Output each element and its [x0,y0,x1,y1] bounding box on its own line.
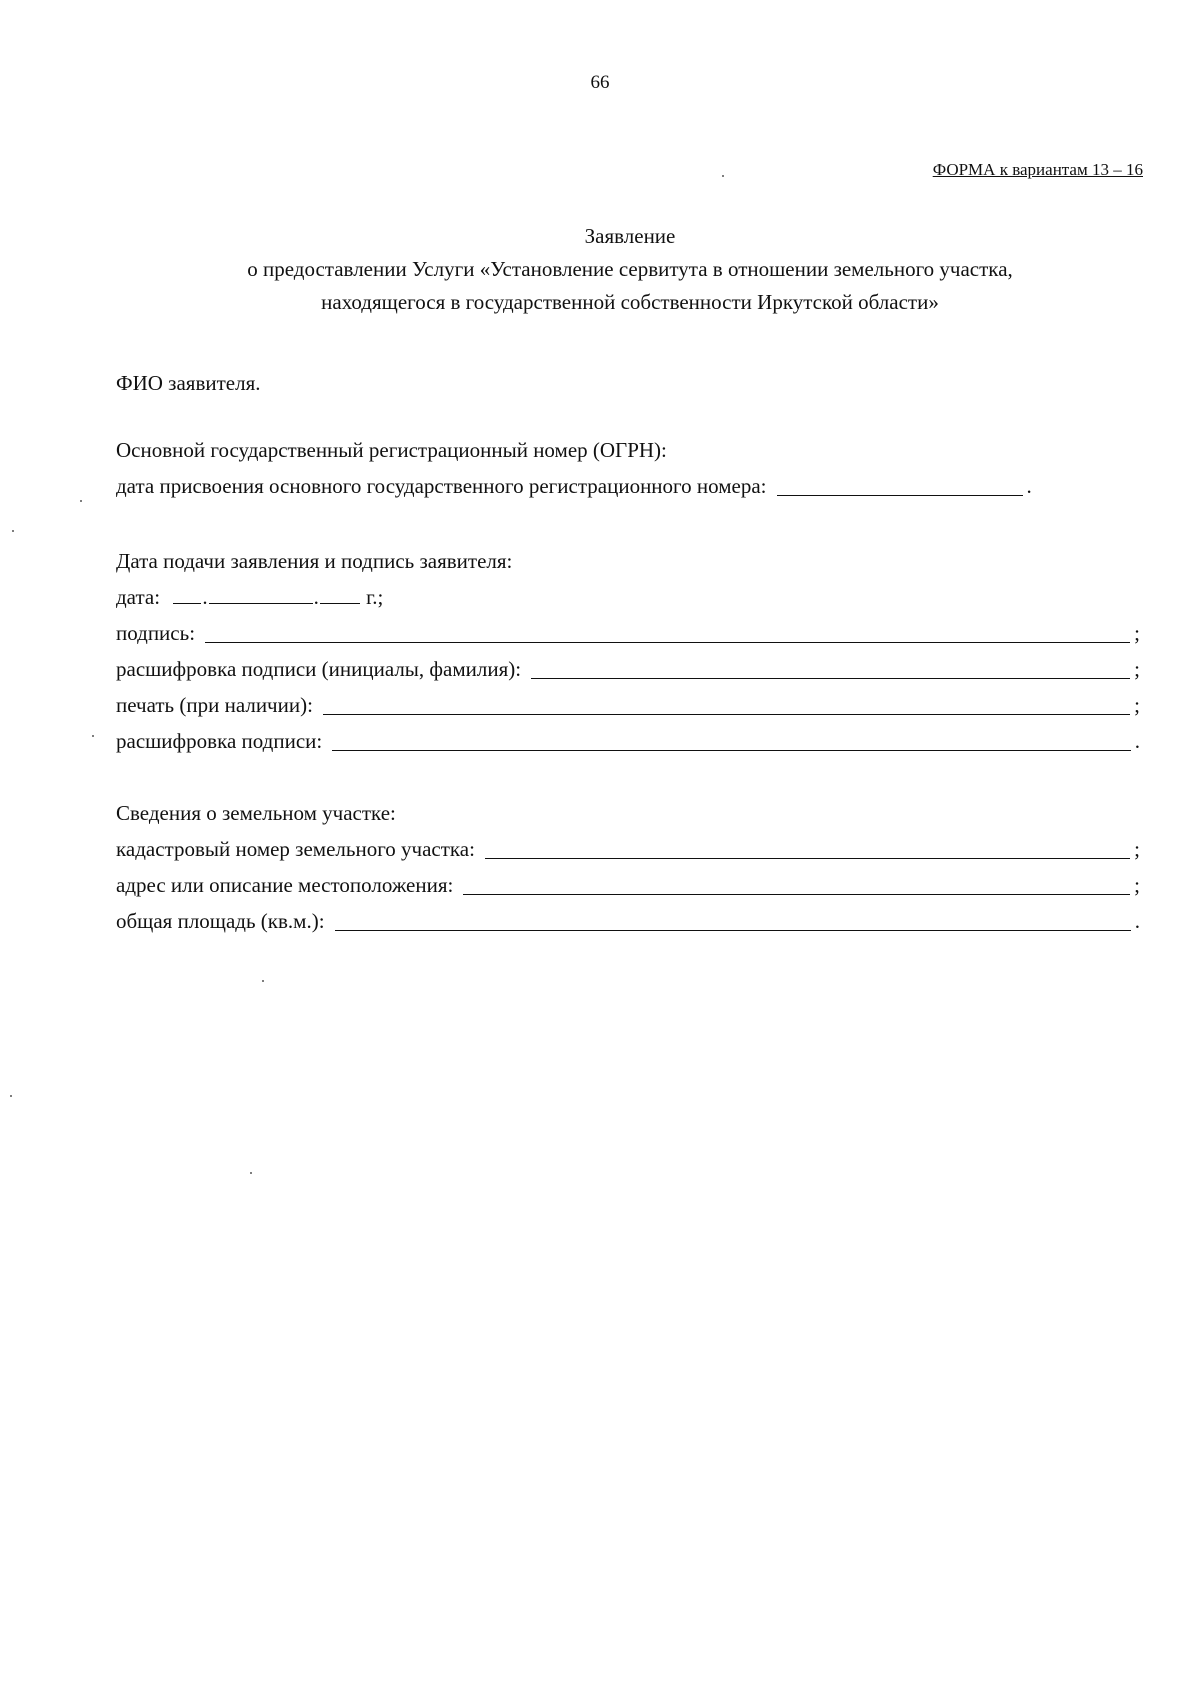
stamp-label: печать (при наличии): [116,693,313,717]
cadastral-row [116,836,1140,862]
signature-decode-end: . [1134,729,1140,753]
area-end: . [1134,909,1140,933]
title-line-2: находящегося в государственной собственности Иркутской области» [321,290,939,314]
signature-decode-row [116,728,1140,754]
date-day-field[interactable] [173,585,201,604]
address-label: адрес или описание местоположения: [116,873,454,897]
submission-date-label: дата: [116,585,161,609]
date-separator-2: . [313,585,319,609]
signature-decode-label: расшифровка подписи: [116,729,323,753]
date-month-field[interactable] [209,585,313,604]
area-field[interactable] [335,911,1131,931]
ogrn-date-label: дата присвоения основного государственного регистрационного номера: [116,474,767,498]
applicant-fio-label: ФИО заявителя. [116,371,261,395]
address-row [116,872,1140,898]
ogrn-date-row [116,473,1140,499]
submission-date-row [116,584,383,610]
signature-decode-initials-row [116,656,1140,682]
scan-speck [12,530,14,532]
cadastral-end: ; [1134,837,1140,861]
signature-end: ; [1134,621,1140,645]
area-row [116,908,1140,934]
date-suffix: г.; [366,585,384,609]
title-heading: Заявление [584,224,676,248]
ogrn-date-field[interactable] [777,476,1023,496]
signature-decode-initials-label: расшифровка подписи (инициалы, фамилия): [116,657,522,681]
date-separator-1: . [202,585,208,609]
land-plot-heading: Сведения о земельном участке: [116,801,396,825]
scan-speck [80,500,82,502]
address-field[interactable] [463,875,1130,895]
scan-speck [92,735,94,737]
title-line-1: о предоставлении Услуги «Установление сервитута в отношении земельного участка, [247,257,1013,281]
signature-decode-initials-end: ; [1134,657,1140,681]
scan-speck [262,980,264,982]
page-number: 66 [590,72,610,93]
scan-speck [722,175,724,177]
signature-field[interactable] [205,623,1130,643]
date-year-field[interactable] [320,585,360,604]
scan-speck [10,1095,12,1097]
signature-label: подпись: [116,621,196,645]
signature-decode-initials-field[interactable] [531,659,1130,679]
signature-decode-field[interactable] [332,731,1131,751]
area-label: общая площадь (кв.м.): [116,909,325,933]
signature-row [116,620,1140,646]
stamp-field[interactable] [323,695,1130,715]
address-end: ; [1134,873,1140,897]
form-reference: ФОРМА к вариантам 13 – 16 [932,160,1143,179]
stamp-end: ; [1134,693,1140,717]
cadastral-field[interactable] [485,839,1130,859]
cadastral-label: кадастровый номер земельного участка: [116,837,475,861]
stamp-row [116,692,1140,718]
submission-heading: Дата подачи заявления и подпись заявителя: [116,549,513,573]
ogrn-label: Основной государственный регистрационный номер (ОГРН): [116,438,667,462]
ogrn-date-end: . [1026,474,1032,498]
scan-speck [250,1172,252,1174]
document-title [120,220,1140,319]
